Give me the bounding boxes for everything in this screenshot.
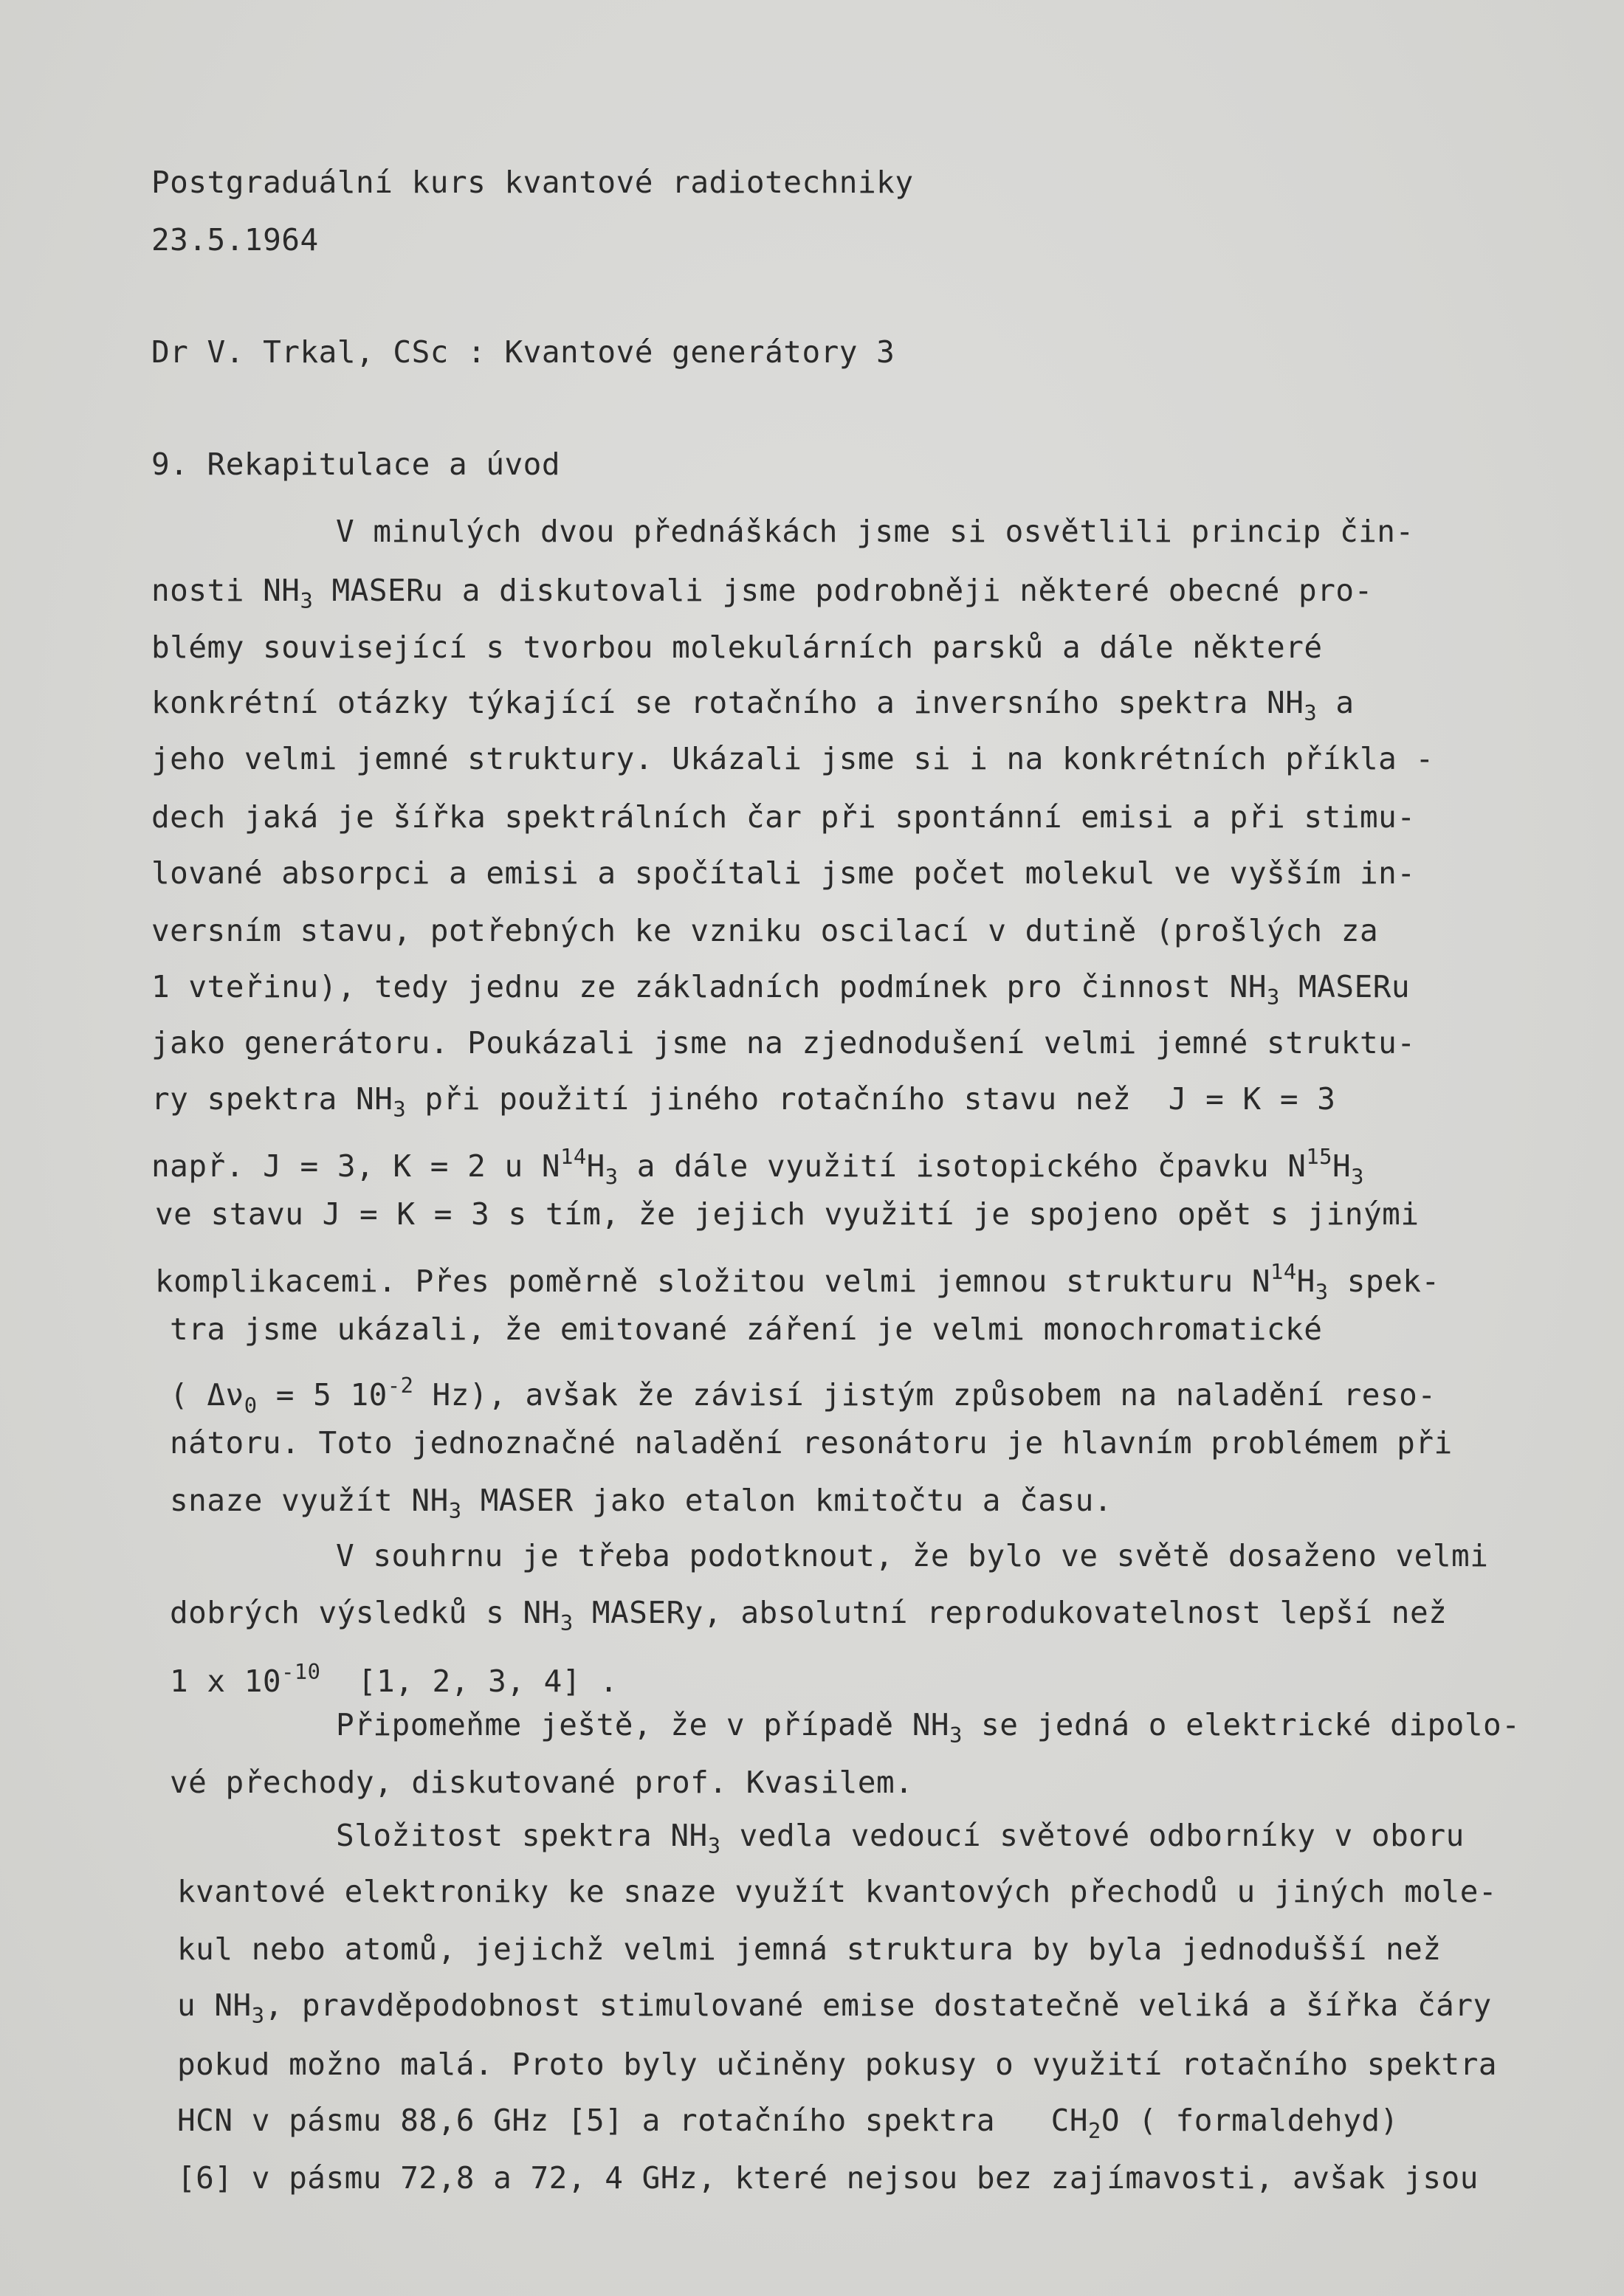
text-line: tra jsme ukázali, že emitované záření je velmi monochromatické — [170, 1311, 1323, 1347]
text-line: 1 x $10^{-10}$ [1, 2, 3, 4] . — [170, 1659, 619, 1700]
date: 23.5.1964 — [151, 222, 319, 258]
text-line: vé přechody, diskutované prof. Kvasilem. — [170, 1765, 914, 1800]
text-line: [6] v pásmu 72,8 a 72, 4 GHz, které nejsou bez zajímavosti, avšak jsou — [177, 2160, 1479, 2196]
text-line: V minulých dvou přednáškách jsme si osvětlili princip čin- — [336, 514, 1414, 549]
section-title: 9. Rekapitulace a úvod — [151, 447, 561, 482]
text-line: ( $\Delta\nu_0 = 5$ $10^{-2}$ Hz), avšak že závisí jistým způsobem na naladění reso- — [170, 1373, 1437, 1418]
text-line: komplikacemi. Přes poměrně složitou velmi jemnou strukturu $N^{14}H_3$ spek- — [155, 1259, 1440, 1305]
text-line: ve stavu J = K = 3 s tím, že jejich využití je spojeno opět s jinými — [155, 1196, 1420, 1232]
text-line: jako generátoru. Poukázali jsme na zjednodušení velmi jemné struktu- — [151, 1025, 1416, 1061]
text-line: u $NH_3$, pravděpodobnost stimulované emise dostatečně veliká a šířka čáry — [177, 1988, 1492, 2029]
text-line: 1 vteřinu), tedy jednu ze základních podmínek pro činnost $NH_3$ MASERu — [151, 969, 1411, 1010]
text-line: nosti $NH_3$ MASERu a diskutovali jsme podrobněji některé obecné pro- — [151, 573, 1373, 614]
text-line: např. J = 3, K = 2 u $N^{14}H_3$ a dále využití isotopického čpavku $N^{15}H_3$ — [151, 1144, 1364, 1190]
text-line: Složitost spektra $NH_3$ vedla vedoucí světové odborníky v oboru — [336, 1818, 1465, 1859]
text-line: kvantové elektroniky ke snaze využít kvantových přechodů u jiných mole- — [177, 1874, 1498, 1909]
text-line: kul nebo atomů, jejichž velmi jemná struktura by byla jednodušší než — [177, 1931, 1442, 1967]
text-line: ry spektra $NH_3$ při použití jiného rotačního stavu než J = K = 3 — [151, 1081, 1336, 1123]
lecture-title: Dr V. Trkal, CSc : Kvantové generátory 3 — [151, 334, 895, 370]
text-line: konkrétní otázky týkající se rotačního a inversního spektra $NH_3$ a — [151, 685, 1355, 726]
course-title: Postgraduální kurs kvantové radiotechniky — [151, 165, 914, 200]
text-line: HCN v pásmu 88,6 GHz [5] a rotačního spektra $CH_2O$ ( formaldehyd) — [177, 2103, 1399, 2144]
text-line: versním stavu, potřebných ke vzniku oscilací v dutině (prošlých za — [151, 913, 1379, 948]
text-line: pokud možno malá. Proto byly učiněny pokusy o využití rotačního spektra — [177, 2047, 1498, 2082]
text-line: Připomeňme ještě, že v případě $NH_3$ se jedná o elektrické dipolo- — [336, 1707, 1521, 1748]
text-line: blémy související s tvorbou molekulárních parsků a dále některé — [151, 630, 1323, 665]
text-line: dech jaká je šířka spektrálních čar při spontánní emisi a při stimu- — [151, 799, 1416, 835]
text-line: V souhrnu je třeba podotknout, že bylo ve světě dosaženo velmi — [336, 1538, 1489, 1573]
text-line: jeho velmi jemné struktury. Ukázali jsme si i na konkrétních příkla - — [151, 741, 1434, 776]
text-line: dobrých výsledků s $NH_3$ MASERy, absolutní reprodukovatelnost lepší než — [170, 1595, 1448, 1636]
text-line: snaze využít $NH_3$ MASER jako etalon kmitočtu a času. — [170, 1483, 1112, 1524]
text-line: nátoru. Toto jednoznačné naladění resonátoru je hlavním problémem při — [170, 1425, 1453, 1461]
text-line: lované absorpci a emisi a spočítali jsme počet molekul ve vyšším in- — [151, 855, 1416, 891]
